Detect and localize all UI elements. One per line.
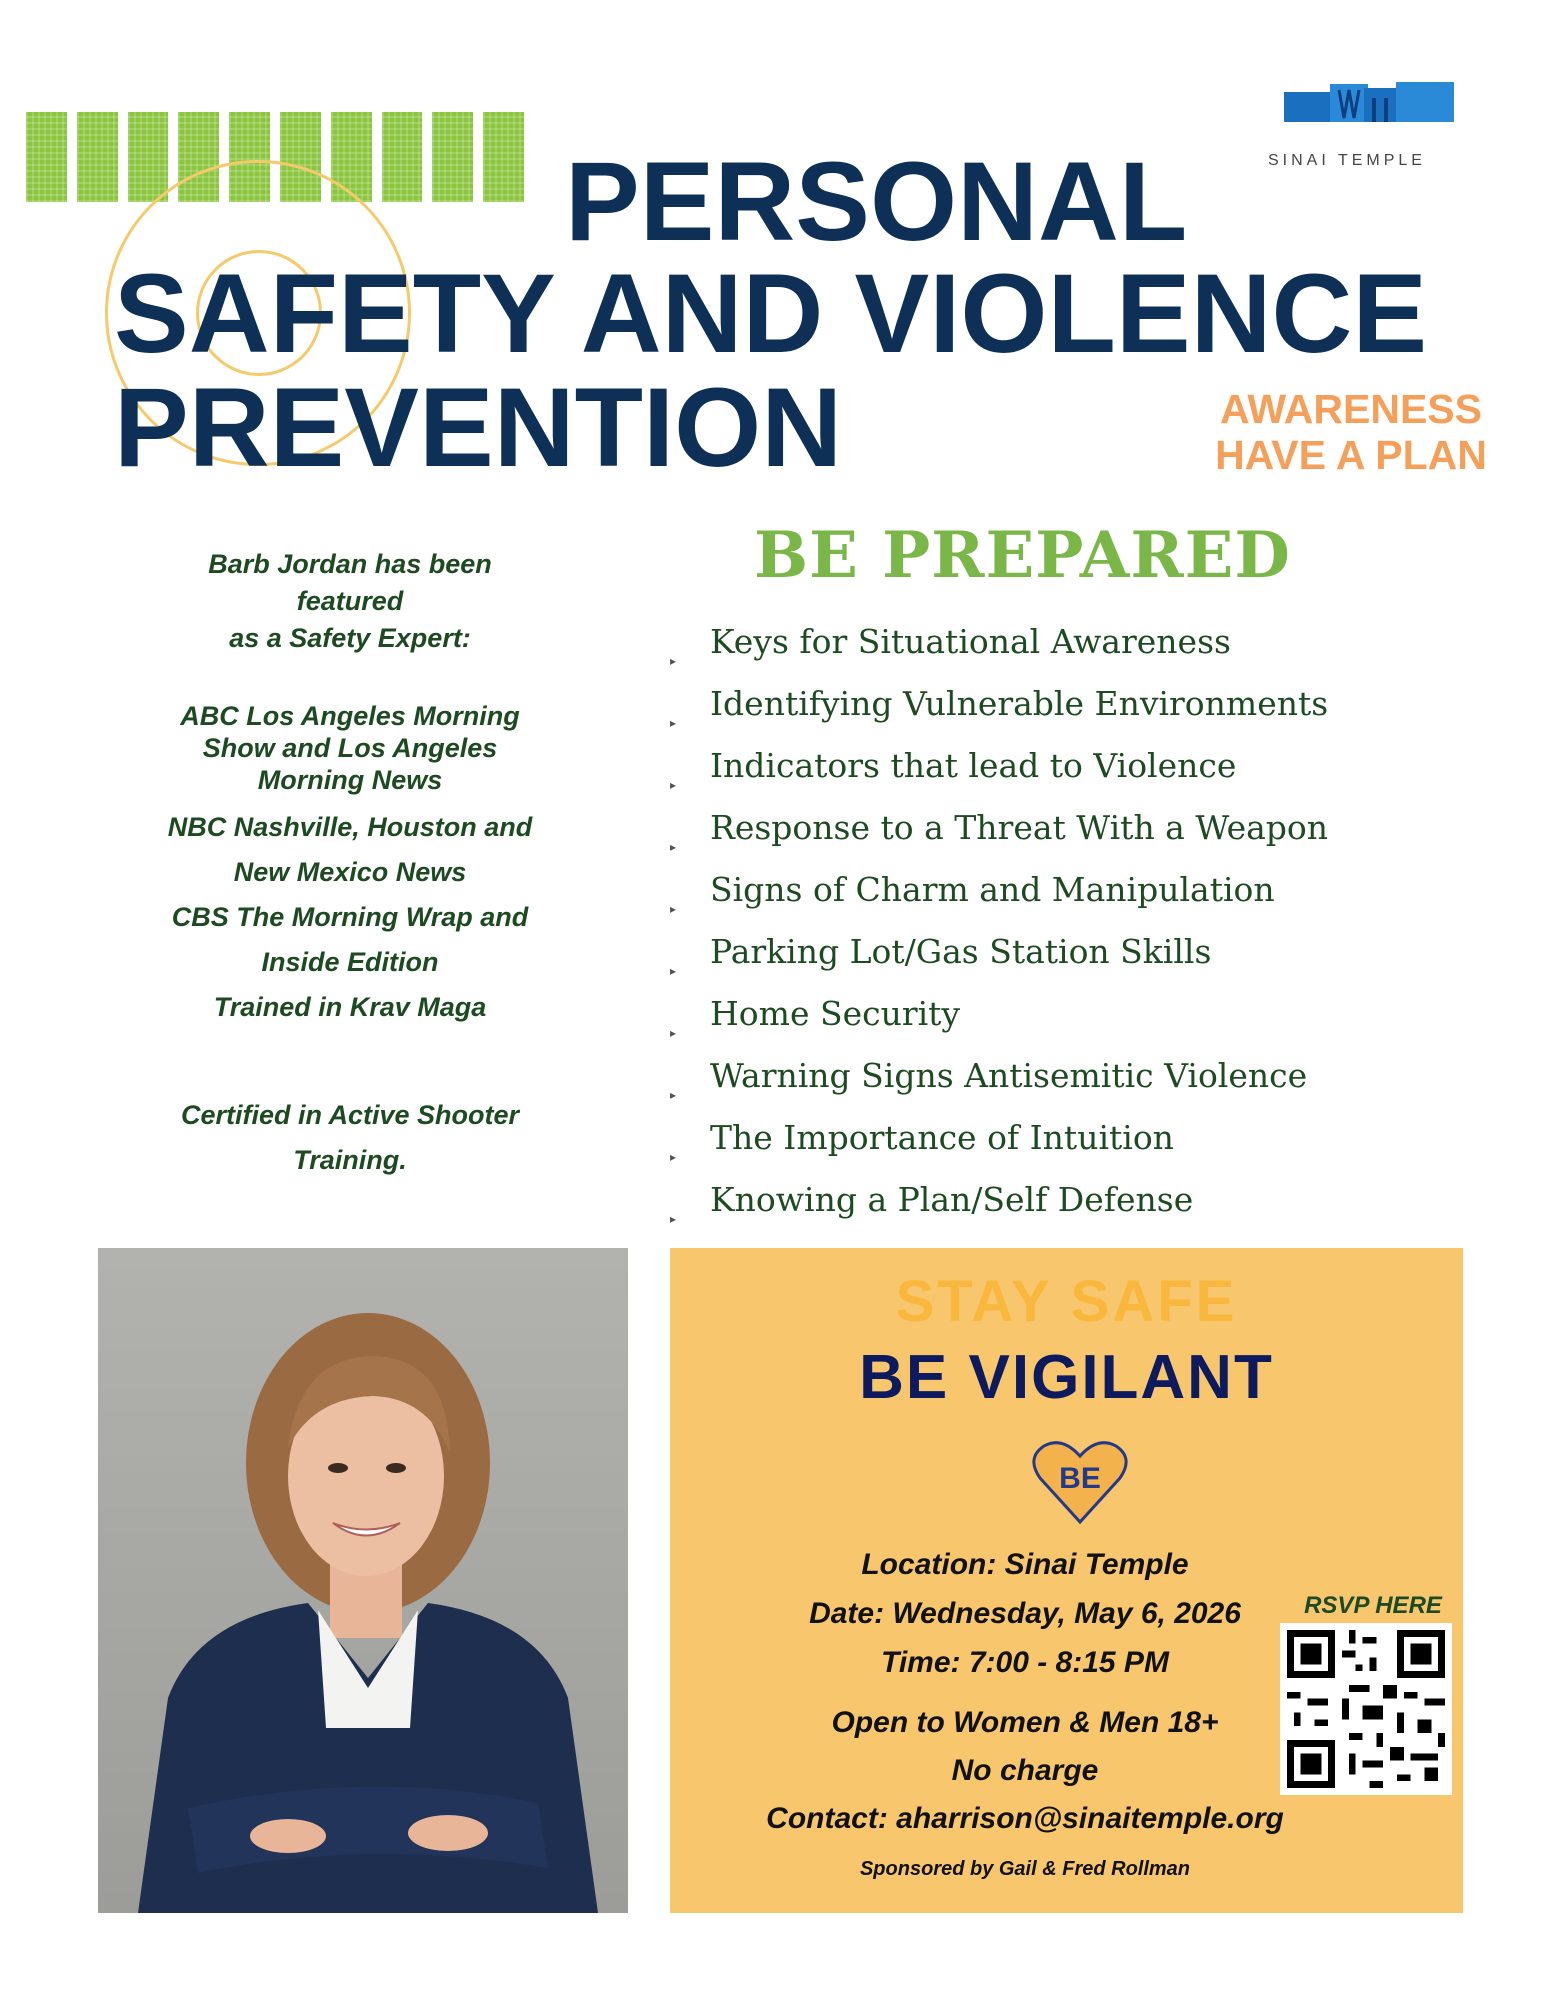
badge-label: BE xyxy=(1059,1462,1101,1495)
event-sponsor: Sponsored by Gail & Fred Rollman xyxy=(859,1858,1191,1880)
bullet-icon: ▸ xyxy=(670,902,677,916)
bio-feature: Show and Los Angeles xyxy=(202,733,498,763)
bio-feature: ABC Los Angeles Morning xyxy=(180,701,520,731)
be-vigilant-heading: BE VIGILANT xyxy=(859,1343,1274,1412)
be-heart-logo-icon xyxy=(1030,1436,1130,1528)
bio-feature: NBC Nashville, Houston and xyxy=(167,812,533,842)
bio-intro-2: featured xyxy=(296,586,404,616)
title-line-1: PERSONAL xyxy=(565,139,1188,264)
topic-item: Indicators that lead to Violence xyxy=(710,746,1237,785)
topic-item: Identifying Vulnerable Environments xyxy=(710,684,1329,723)
logo-name: SINAI TEMPLE xyxy=(1268,152,1426,169)
speaker-photo xyxy=(98,1248,628,1913)
bio-feature: CBS The Morning Wrap and xyxy=(171,902,529,932)
event-charge: No charge xyxy=(951,1754,1099,1787)
bio-certified-1: Certified in Active Shooter xyxy=(180,1100,520,1130)
stay-safe-heading: STAY SAFE xyxy=(895,1269,1238,1334)
title-line-2: SAFETY AND VIOLENCE xyxy=(114,251,1428,376)
bullet-icon: ▸ xyxy=(670,654,677,668)
topic-item: Parking Lot/Gas Station Skills xyxy=(710,932,1212,971)
bio-intro-3: as a Safety Expert: xyxy=(229,623,471,653)
rsvp-label: RSVP HERE xyxy=(1304,1592,1442,1619)
topic-item: Keys for Situational Awareness xyxy=(710,622,1231,661)
be-prepared-heading: BE PREPARED xyxy=(754,518,1291,593)
bullet-icon: ▸ xyxy=(670,840,677,854)
event-contact: Contact: aharrison@sinaitemple.org xyxy=(766,1802,1284,1835)
topic-item: Home Security xyxy=(710,994,961,1033)
topic-item: Knowing a Plan/Self Defense xyxy=(710,1180,1194,1219)
bio-intro-1: Barb Jordan has been xyxy=(208,549,492,579)
bio-feature: Trained in Krav Maga xyxy=(213,992,487,1022)
event-open-to: Open to Women & Men 18+ xyxy=(831,1706,1219,1739)
bullet-icon: ▸ xyxy=(670,964,677,978)
tagline-have-a-plan: HAVE A PLAN xyxy=(1215,432,1487,478)
event-time: Time: 7:00 - 8:15 PM xyxy=(881,1646,1169,1679)
topic-item: Response to a Threat With a Weapon xyxy=(710,808,1329,847)
bullet-icon: ▸ xyxy=(670,716,677,730)
event-location: Location: Sinai Temple xyxy=(861,1548,1189,1581)
bullet-icon: ▸ xyxy=(670,1150,677,1164)
bio-feature: Morning News xyxy=(257,765,443,795)
title-line-3: PREVENTION xyxy=(114,365,843,490)
tagline-awareness: AWARENESS xyxy=(1220,386,1482,432)
bullet-icon: ▸ xyxy=(670,778,677,792)
bio-feature: New Mexico News xyxy=(233,857,467,887)
bio-feature: Inside Edition xyxy=(261,947,439,977)
topic-item: Warning Signs Antisemitic Violence xyxy=(710,1056,1308,1095)
topic-item: The Importance of Intuition xyxy=(710,1118,1174,1157)
topic-item: Signs of Charm and Manipulation xyxy=(710,870,1275,909)
event-date: Date: Wednesday, May 6, 2026 xyxy=(809,1597,1241,1630)
bullet-icon: ▸ xyxy=(670,1088,677,1102)
bullet-icon: ▸ xyxy=(670,1026,677,1040)
bullet-icon: ▸ xyxy=(670,1212,677,1226)
bio-certified-2: Training. xyxy=(293,1145,407,1175)
rsvp-qr-code[interactable] xyxy=(1280,1623,1452,1795)
